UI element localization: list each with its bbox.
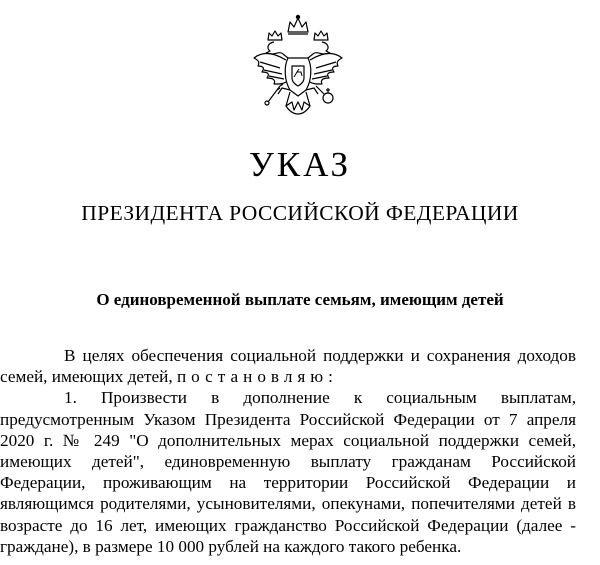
decree-heading: О единовременной выплате семьям, имеющим детей [96,290,504,309]
document-title: УКАЗ [248,145,352,184]
document-subtitle: ПРЕЗИДЕНТА РОССИЙСКОЙ ФЕДЕРАЦИИ [81,201,519,225]
preamble-paragraph [0,345,576,387]
paragraph-1: 1. Произвести в дополнение к социальным выплатам, предусмотренным Указом Президента Российской Федерации от 7 апреля 2020 г. № 249 "О дополнительных мерах социальной поддержки семей, имеющих детей", единовременную выплату гражданам Российской Федерации, проживающим на территории Российской Федерации и являющимся родителями, усыновителями, опекунами, попечителями детей в возрасте до 16 лет, имеющих гражданство Российской Федерации (далее - граждане), в размере 10 000 рублей на каждого такого ребенка. [0,388,576,556]
preamble-lead: В целях обеспечения социальной поддержки и сохранения доходов семей, имеющих детей, [0,346,576,387]
russian-coat-of-arms-icon [250,14,346,126]
decree-body [0,345,576,557]
decree-word: постановляю: [176,367,338,387]
